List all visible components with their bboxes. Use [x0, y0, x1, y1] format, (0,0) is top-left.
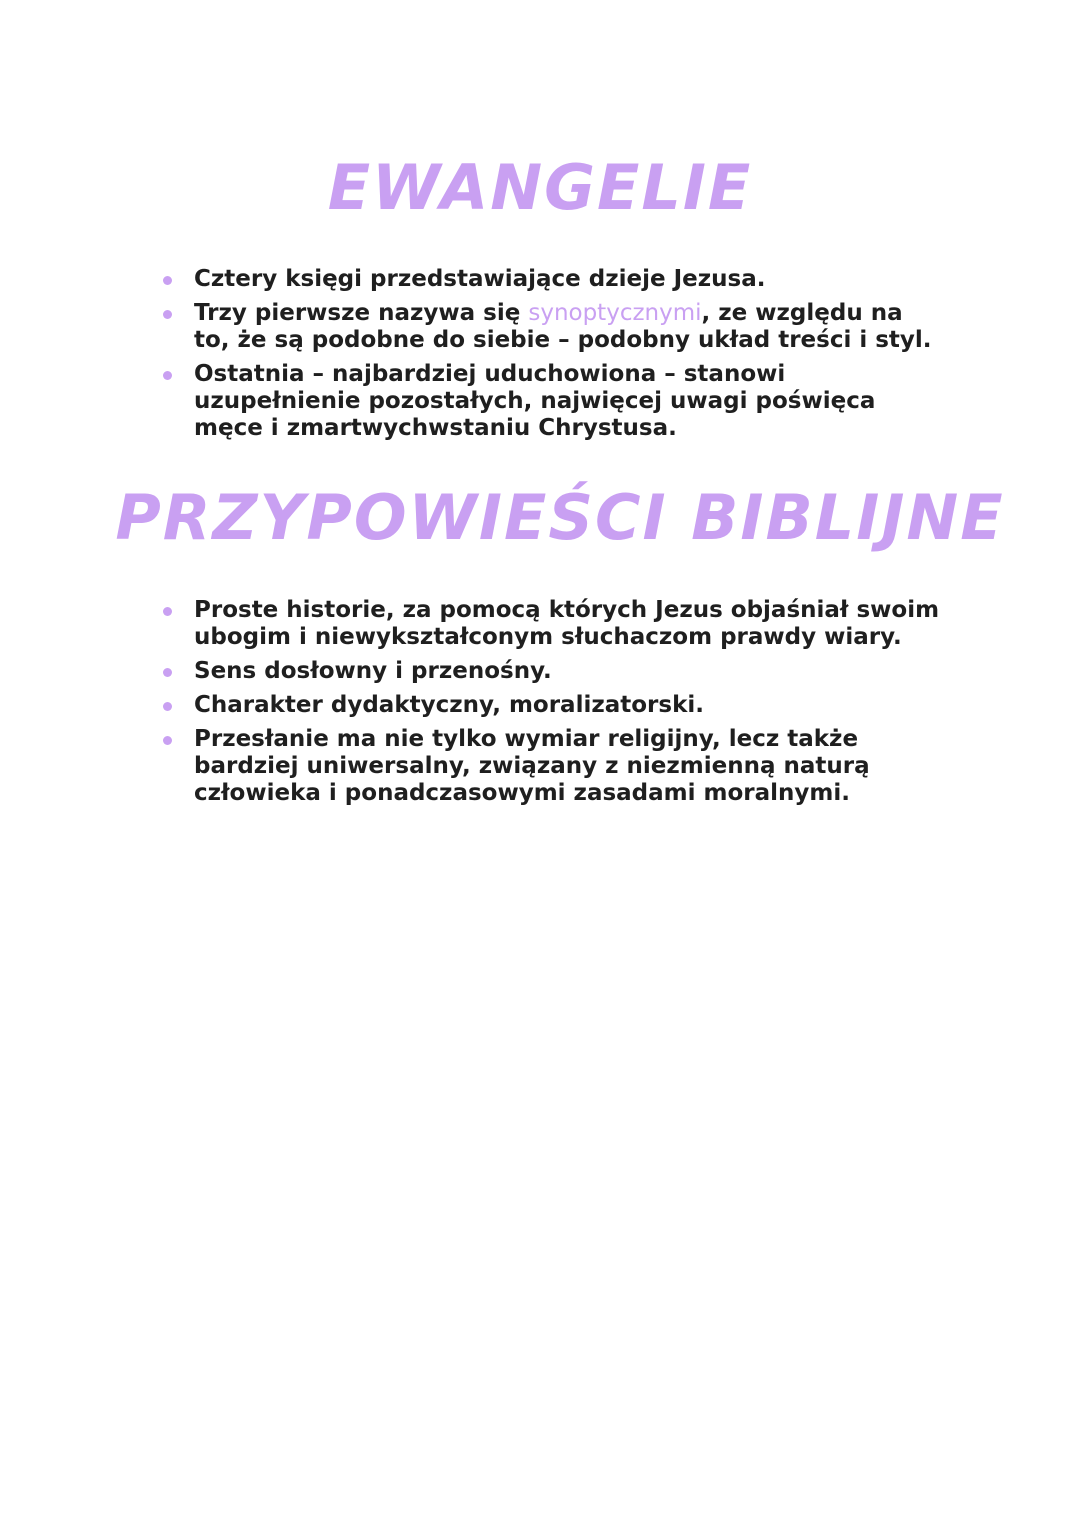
section-title-ewangelie: EWANGELIE: [327, 151, 753, 224]
bullet-dot-icon: [163, 371, 172, 380]
section-title-przypowiesci: PRZYPOWIEŚCI BIBLIJNE: [115, 481, 1005, 554]
list-item-text: Ostatnia – najbardziej uduchowiona – stanowi uzupełnienie pozostałych, najwięcej uwagi poświęca męce i zmartwychwstaniu Chrystusa.: [194, 361, 876, 441]
ewangelie-bullet-list: [160, 266, 940, 449]
list-item: [160, 658, 940, 685]
list-item: [160, 361, 940, 442]
bullet-dot-icon: [163, 310, 172, 319]
list-item-text-post: , ze względu na to, że są podobne do siebie – podobny układ treści i styl.: [194, 300, 932, 353]
list-item-text: Sens dosłowny i przenośny.: [194, 658, 552, 684]
bullet-dot-icon: [163, 607, 172, 616]
bullet-dot-icon: [163, 736, 172, 745]
list-item: [160, 597, 940, 651]
bullet-dot-icon: [163, 276, 172, 285]
list-item-text: Cztery księgi przedstawiające dzieje Jezusa.: [194, 266, 766, 292]
list-item: [160, 726, 940, 807]
bullet-dot-icon: [163, 702, 172, 711]
list-item-text: Charakter dydaktyczny, moralizatorski.: [194, 692, 704, 718]
list-item-text: Przesłanie ma nie tylko wymiar religijny, lecz także bardziej uniwersalny, związany z niezmienną naturą człowieka i ponadczasowymi zasadami moralnymi.: [194, 726, 870, 806]
przypowiesci-bullet-list: [160, 597, 940, 814]
list-item: [160, 300, 940, 354]
bullet-dot-icon: [163, 668, 172, 677]
list-item-text: Proste historie, za pomocą których Jezus objaśniał swoim ubogim i niewykształconym słuchaczom prawdy wiary.: [194, 597, 940, 650]
list-item-text-pre: Trzy pierwsze nazywa się: [194, 300, 529, 326]
list-item: [160, 692, 940, 719]
highlighted-term: synoptycznymi: [528, 300, 702, 326]
list-item: [160, 266, 940, 293]
